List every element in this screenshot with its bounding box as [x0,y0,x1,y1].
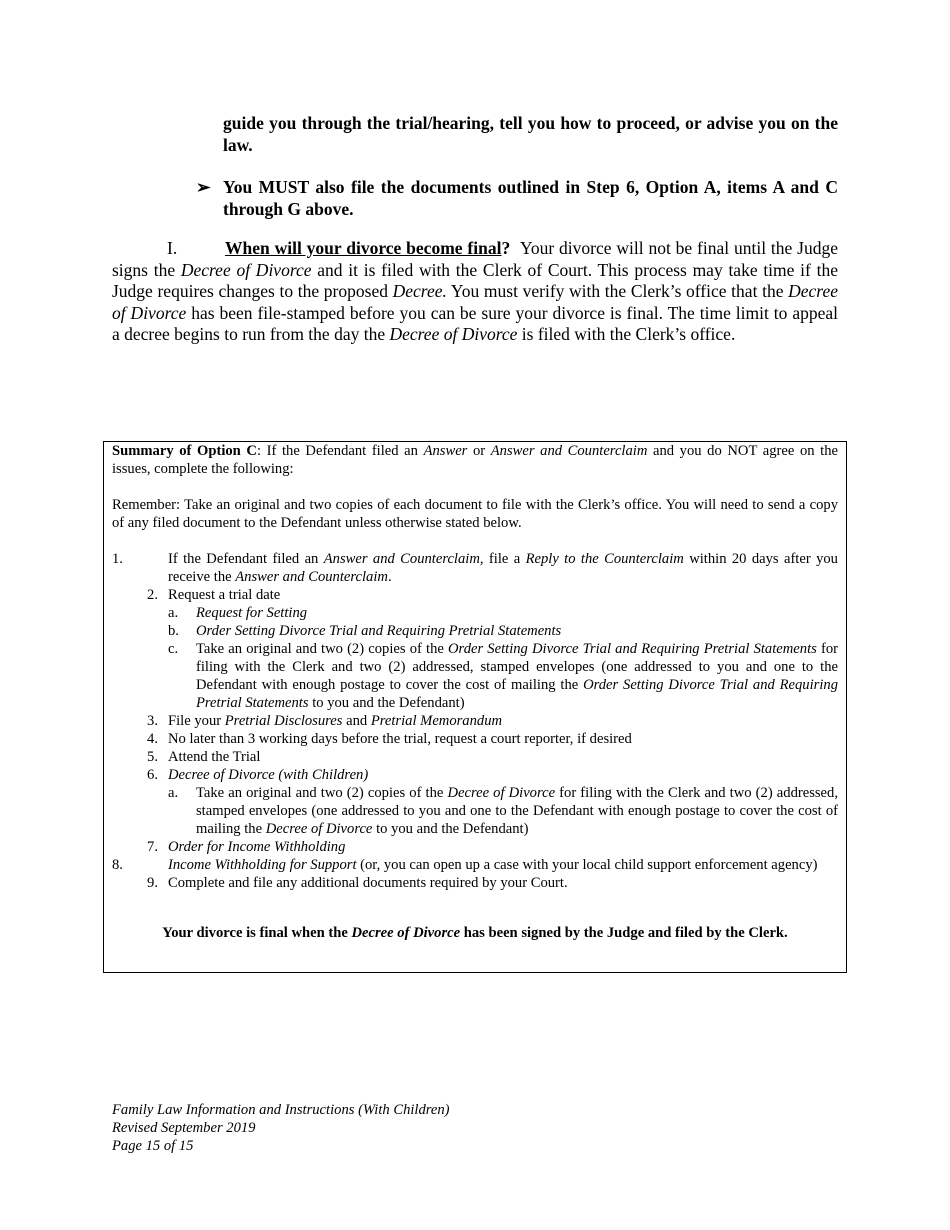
section-i-paragraph [112,238,838,346]
list-number: 4. [147,731,158,747]
final-statement [112,924,838,942]
sub-list-letter: b. [168,623,179,639]
list-item [112,730,838,748]
item-italic: Request for Setting [196,605,308,621]
section-i-italic: Decree. [392,281,447,301]
item-text: (or, you can open up a case with your local child support enforcement agency) [356,857,818,873]
footer-title: Family Law Information and Instructions (With Children) [112,1102,450,1118]
summary-text: or [467,443,491,459]
sub-list-letter: a. [168,605,179,621]
item-text: File your [168,713,225,729]
item-italic: Pretrial Disclosures [224,713,343,729]
item-italic: Decree of Divorce [265,821,373,837]
summary-text: : If the Defendant filed an [256,443,424,459]
sub-list-item [112,604,838,622]
footer-page-number: Page 15 of 15 [112,1138,194,1154]
item-text: No later than 3 working days before the trial, request a court reporter, if desired [168,731,632,747]
item-text: , file a [479,551,526,567]
item-text: to you and the Defendant) [308,695,465,711]
item-italic: Pretrial Memorandum [370,713,503,729]
item-text: to you and the Defendant) [372,821,529,837]
steps-list [112,550,838,892]
remember-paragraph: Remember: Take an original and two copies of each document to file with the Clerk’s office. You will need to send a copy of any filed document to the Defendant unless otherwise stated below. [112,497,838,531]
section-i-text: has been file-stamped before you can be sure your divorce is final. The time limit to appeal a decree begins to run from the day the [112,302,839,344]
sub-list-letter: c. [168,641,179,657]
item-text: Take an original and two (2) copies of the [196,641,449,657]
item-italic: Income Withholding for Support [168,857,357,873]
item-text: for filing with the Clerk and two (2) addressed, stamped envelopes (one addressed to you and one to the Defendant with enough postage to cover the cost of mailing the [196,641,838,693]
sub-list-item [112,640,838,712]
list-item [112,874,838,892]
item-text: Request a trial date [168,587,281,603]
item-text: If the Defendant filed an [168,551,324,567]
item-text: . [387,569,392,585]
item-italic: Order Setting Divorce Trial and Requiring Pretrial Statements [196,623,562,639]
sub-list-item [112,784,838,838]
final-italic: Decree of Divorce [351,925,461,941]
sub-list-letter: a. [168,785,179,801]
must-file-bullet [196,177,838,220]
item-text: Complete and file any additional documents required by your Court. [168,875,568,891]
section-i-text: You must verify with the Clerk’s office that the [446,281,789,301]
summary-intro-paragraph [112,442,838,478]
list-number: 2. [147,587,158,603]
list-item [112,838,838,856]
final-text: Your divorce is final when the [162,925,352,941]
item-italic: Order Setting Divorce Trial and Requiring Pretrial Statements [196,677,838,711]
list-number: 8. [112,857,123,873]
list-number: 9. [147,875,158,891]
item-text: within 20 days after you receive the [168,551,838,585]
section-i-italic: Decree of Divorce [389,324,518,344]
page-footer [112,1101,612,1155]
summary-italic: Answer [423,443,468,459]
list-number: 5. [147,749,158,765]
final-text: has been signed by the Judge and filed by the Clerk. [460,925,788,941]
item-italic: Decree of Divorce (with Children) [168,767,369,783]
section-i-italic: Decree of Divorce [112,281,838,323]
footer-revision: Revised September 2019 [112,1120,256,1136]
list-number: 7. [147,839,158,855]
summary-italic: Answer and Counterclaim [490,443,648,459]
list-item [112,586,838,604]
intro-continuation-text: guide you through the trial/hearing, tell you how to proceed, or advise you on the law. [223,113,838,155]
section-i-text: is filed with the Clerk’s office. [517,324,736,344]
summary-text: and you do NOT agree on the issues, complete the following: [112,443,838,477]
list-item [112,712,838,730]
list-item [112,550,838,586]
sub-list-item [112,622,838,640]
section-i-heading: When will your divorce become final [225,238,502,258]
item-italic: Order for Income Withholding [168,839,346,855]
section-i-number: I. [167,238,178,258]
list-number: 1. [112,551,123,567]
intro-continuation-paragraph [223,113,838,156]
section-i-text: Your divorce will not be final until the Judge signs the [112,238,839,280]
arrow-bullet-icon: ➢ [196,177,211,197]
section-i-italic: Decree of Divorce [180,259,312,280]
list-number: 3. [147,713,158,729]
item-text: Take an original and two (2) copies of the [196,785,448,801]
summary-option-c-box [103,441,847,973]
section-i-heading-mark: ? [501,238,511,258]
list-item [112,748,838,766]
section-i-text: and it is filed with the Clerk of Court. This process may take time if the Judge requires changes to the proposed [112,259,838,301]
summary-label: Summary of Option C [112,443,257,459]
item-text: for filing with the Clerk and two (2) addressed, stamped envelopes (one addressed to you and one to the Defendant with enough postage to cover the cost of mailing the [196,785,838,837]
item-text: and [342,713,371,729]
item-italic: Reply to the Counterclaim [525,551,684,567]
item-italic: Decree of Divorce [447,785,556,801]
must-file-text: You MUST also file the documents outlined in Step 6, Option A, items A and C through G above. [223,177,838,219]
item-italic: Answer and Counterclaim [323,551,480,567]
item-italic: Answer and Counterclaim [235,569,388,585]
list-item [112,856,838,874]
list-number: 6. [147,767,158,783]
item-text: Attend the Trial [168,749,261,765]
list-item [112,766,838,784]
item-italic: Order Setting Divorce Trial and Requiring Pretrial Statements [448,641,817,657]
